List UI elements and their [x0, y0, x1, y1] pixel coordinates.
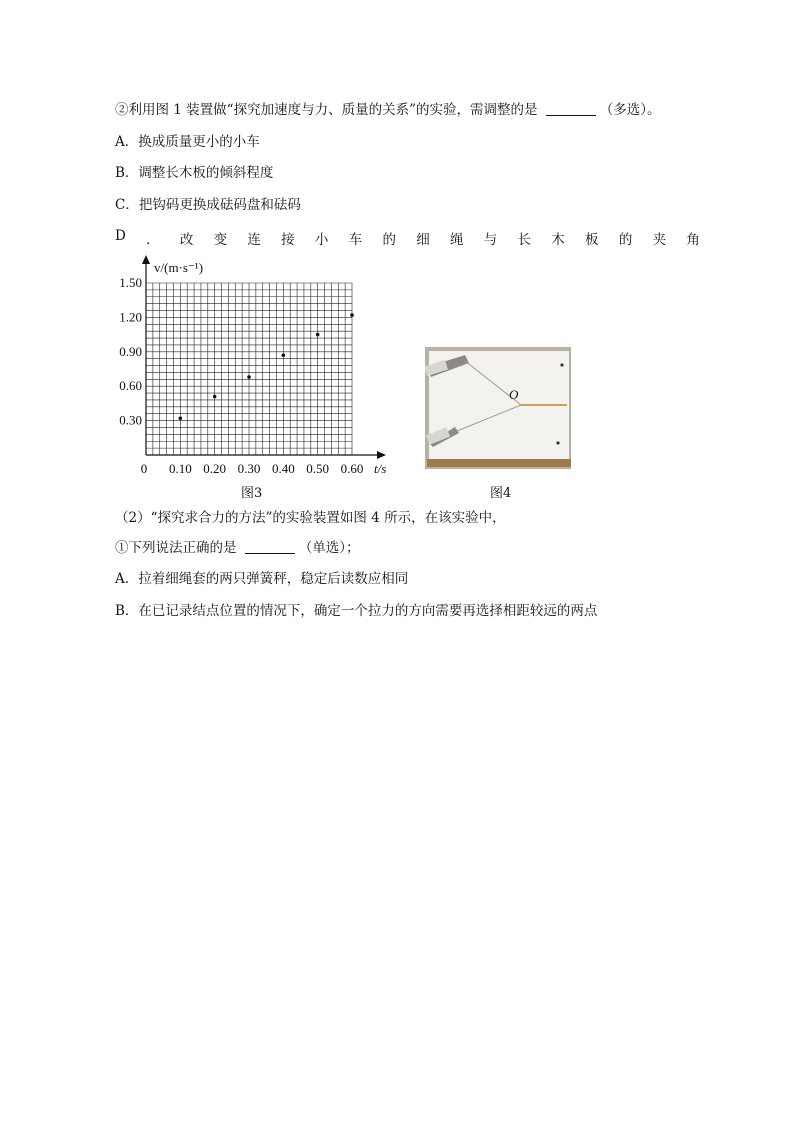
option-d-char: 与 [483, 232, 498, 248]
answer-blank [546, 101, 596, 116]
option-d-char: 变 [213, 232, 228, 248]
part-2-question-1 [115, 539, 360, 557]
graph-points [179, 313, 354, 420]
option-d-char: D [115, 228, 126, 244]
data-point [213, 395, 217, 399]
question-2-stem [115, 101, 661, 119]
option-d-char: 小 [314, 232, 329, 248]
option-d-char: 连 [247, 232, 261, 248]
data-point [350, 313, 354, 317]
option-d-char: 细 [416, 232, 430, 248]
figure-3-graph [110, 254, 410, 474]
part-2-option-a: A．拉着细绳套的两只弹簧秤，稳定后读数应相同 [115, 571, 409, 587]
question-2-suffix: （多选）。 [599, 102, 661, 118]
y-tick-label: 0.30 [119, 412, 142, 428]
pin-top [560, 363, 563, 366]
question-2-text: ②利用图 1 装置做“探究加速度与力、质量的关系”的实验，需调整的是 [115, 102, 542, 118]
option-d-char: 接 [281, 232, 295, 248]
answer-blank-2 [245, 539, 295, 554]
option-c: C．把钩码更换成砝码盘和砝码 [115, 197, 301, 213]
x-tick-label: 0.10 [168, 461, 192, 474]
y-tick-label: 0.90 [119, 343, 142, 359]
y-tick-label: 1.50 [119, 275, 142, 290]
option-d-char: 木 [551, 232, 565, 248]
y-axis-label: v/(m·s⁻¹) [154, 260, 204, 275]
data-point [282, 353, 286, 357]
figure-4-caption: 图4 [490, 486, 512, 501]
x-axis-label: t/s [374, 461, 387, 474]
part-2-q1-text: ①下列说法正确的是 [115, 540, 241, 556]
part-2-intro: （2）“探究求合力的方法”的实验装置如图 4 所示，在该实验中， [115, 510, 506, 526]
x-tick-label: 0.60 [340, 461, 364, 474]
option-d-char: 车 [348, 232, 363, 248]
figure-4-photo [425, 347, 571, 469]
option-d-char: 板 [585, 232, 599, 248]
pin-bottom [556, 441, 559, 444]
option-d-char: 改 [179, 232, 194, 248]
part-2-option-b: B．在已记录结点位置的情况下，确定一个拉力的方向需要再选择相距较远的两点 [115, 603, 598, 619]
x-tick-label: 0.20 [203, 461, 227, 474]
x-tick-label: 0.40 [271, 461, 295, 474]
y-tick-label: 0.60 [119, 378, 142, 394]
data-point [247, 375, 251, 379]
board-frame [427, 459, 571, 467]
option-d-char: 的 [382, 232, 396, 248]
x-tick-label: 0.50 [306, 461, 330, 474]
point-o-label: O [509, 387, 519, 402]
option-d-char: 绳 [449, 232, 464, 248]
part-2-q1-suffix: （单选）； [298, 540, 360, 556]
data-point [316, 333, 320, 337]
graph-tick-labels [119, 275, 363, 474]
x-axis-arrow [377, 451, 386, 459]
option-d-char: ． [146, 232, 160, 248]
x-tick-label: 0 [140, 461, 148, 474]
option-d-char: 夹 [652, 232, 667, 248]
option-b: B．调整长木板的倾斜程度 [115, 165, 274, 181]
option-d-char: 角 [686, 232, 700, 248]
option-d [115, 228, 700, 248]
graph-grid [146, 283, 352, 455]
y-tick-label: 1.20 [119, 309, 142, 325]
x-tick-label: 0.30 [237, 461, 261, 474]
data-point [179, 417, 183, 421]
option-d-char: 的 [618, 232, 633, 248]
graph-axes [142, 255, 386, 459]
y-axis-arrow [142, 255, 150, 264]
option-a: A．换成质量更小的小车 [115, 134, 260, 150]
option-d-char: 长 [517, 232, 532, 248]
figure-3-caption: 图3 [241, 486, 263, 501]
